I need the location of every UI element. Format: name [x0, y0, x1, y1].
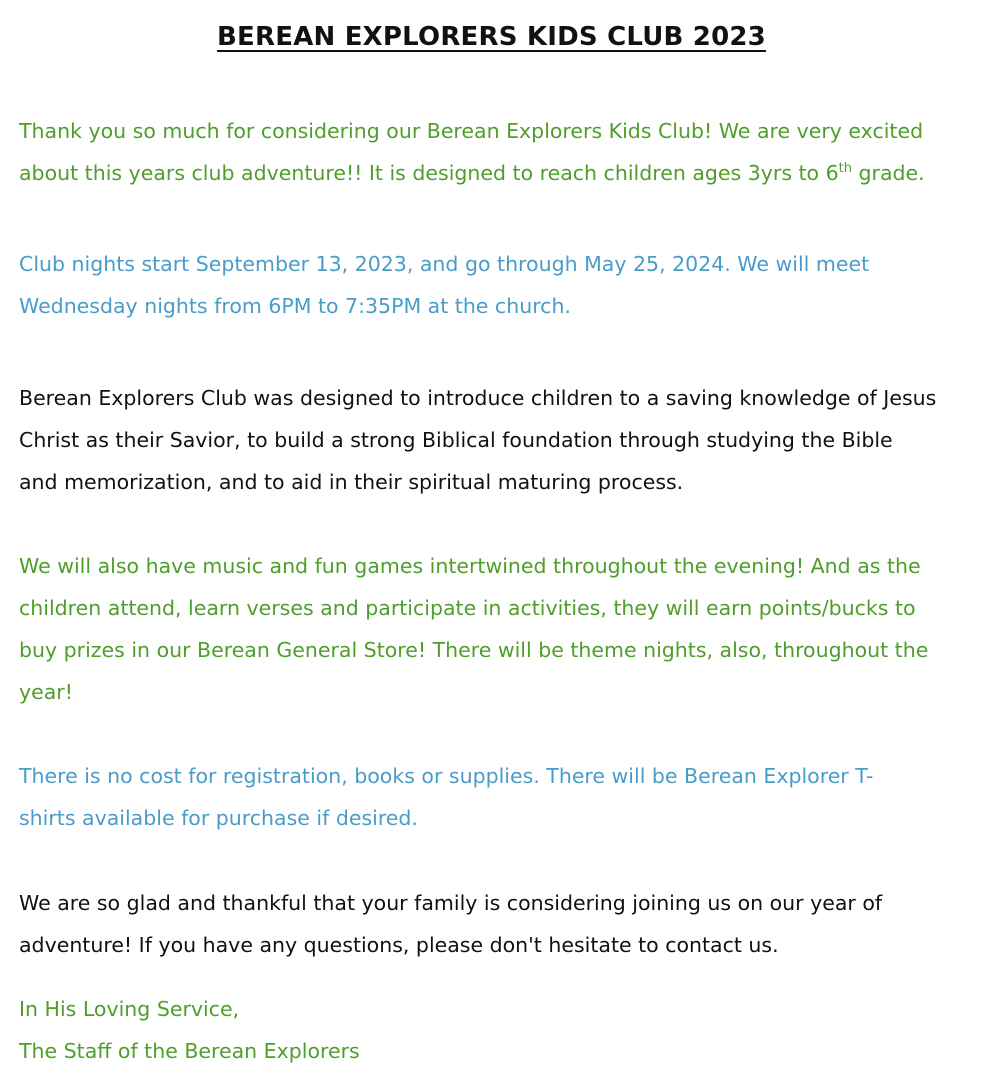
text-line: about this years club adventure!! It is designed to reach children ages 3yrs to 6th grade. — [19, 161, 925, 185]
paragraph-thanks — [19, 882, 969, 966]
text-line: adventure! If you have any questions, please don't hesitate to contact us. — [19, 933, 779, 957]
ordinal-superscript: th — [838, 161, 852, 177]
text-line: year! — [19, 680, 73, 704]
text-line: buy prizes in our Berean General Store! There will be theme nights, also, throughout the — [19, 638, 929, 662]
text-line: Wednesday nights from 6PM to 7:35PM at the church. — [19, 294, 571, 318]
paragraph-cost — [19, 755, 969, 839]
text-line: Thank you so much for considering our Berean Explorers Kids Club! We are very excited — [19, 119, 924, 143]
closing — [19, 988, 969, 1072]
text-line: Berean Explorers Club was designed to introduce children to a saving knowledge of Jesus — [19, 386, 937, 410]
text-line: There is no cost for registration, books or supplies. There will be Berean Explorer T- — [19, 764, 874, 788]
text-line: shirts available for purchase if desired. — [19, 806, 418, 830]
paragraph-activities — [19, 545, 969, 713]
text-line: Christ as their Savior, to build a strong Biblical foundation through studying the Bible — [19, 428, 893, 452]
text-line: Club nights start September 13, 2023, and go through May 25, 2024. We will meet — [19, 252, 870, 276]
text-line: We are so glad and thankful that your family is considering joining us on our year of — [19, 891, 883, 915]
closing-signature: The Staff of the Berean Explorers — [19, 1039, 360, 1063]
closing-salutation: In His Loving Service, — [19, 997, 240, 1021]
page-title: BEREAN EXPLORERS KIDS CLUB 2023 — [217, 22, 766, 52]
paragraph-welcome — [19, 110, 969, 194]
text-line: children attend, learn verses and participate in activities, they will earn points/bucks to — [19, 596, 916, 620]
paragraph-schedule — [19, 243, 969, 327]
text-line: We will also have music and fun games intertwined throughout the evening! And as the — [19, 554, 921, 578]
text-line: and memorization, and to aid in their spiritual maturing process. — [19, 470, 684, 494]
paragraph-purpose — [19, 377, 969, 503]
